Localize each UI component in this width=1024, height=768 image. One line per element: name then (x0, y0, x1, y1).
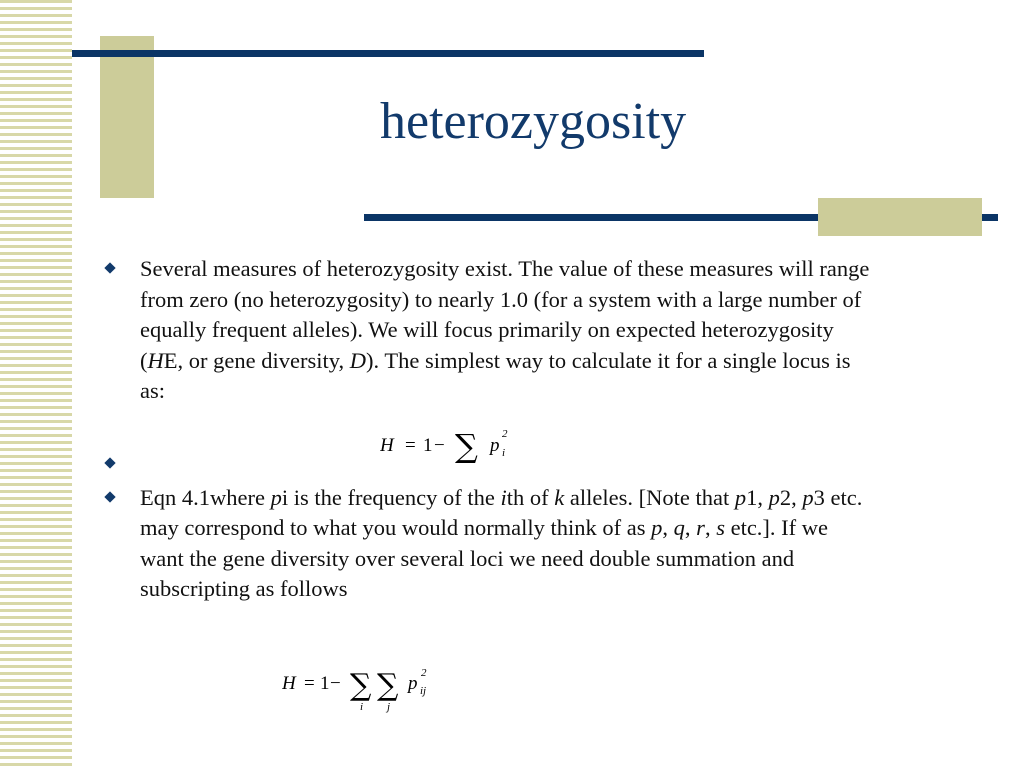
bullet3-text-2: i is the frequency of the (281, 484, 501, 510)
eq1-equals: = (405, 435, 416, 456)
bullet3-text-9: , (684, 515, 697, 540)
bullet1-text-2: E, or gene diversity, (163, 347, 350, 373)
eq1-one: 1 (423, 435, 433, 456)
eq1-lhs: H (380, 435, 394, 456)
bullet3-text-11: etc.]. If we want the gene diversity over several loci we need double summation and subscripting as follows (140, 515, 829, 601)
bullet1-text-1: Several measures of heterozygosity exist. The value of these measures will range from zero (no heterozygosity) to nearly 1.0 (for a system with a large number of equally frequent alleles). We will focus primarily on expected heterozygosity ( (140, 256, 870, 373)
bullet3-italic-10: s (716, 515, 725, 540)
eq2-equals: = (304, 673, 315, 694)
diamond-bullet-icon (104, 457, 115, 468)
eq1-exponent: 2 (502, 428, 508, 440)
eq2-sum1-index: i (360, 701, 364, 713)
eq2-exponent: 2 (421, 667, 427, 679)
khaki-block-left (100, 36, 154, 198)
bullet3-text-5: 1, (746, 484, 769, 510)
slide-title: heterozygosity (380, 93, 687, 150)
left-stripe-decoration (0, 0, 72, 768)
diamond-bullet-icon (104, 491, 115, 502)
bullet3-italic-1: p (270, 484, 282, 510)
khaki-block-right (818, 198, 982, 236)
bullet3-text-7: 3 etc. may correspond to what you would normally think of as (140, 484, 863, 540)
bullet3-text-3: th of (506, 484, 555, 510)
eq2-sum2-index: j (387, 701, 391, 713)
bullet1-italic-D: D (349, 347, 366, 373)
bullet3-text-4: alleles. [Note that (564, 484, 735, 510)
bullet-item-3 (104, 483, 874, 605)
equation-2 (282, 664, 442, 716)
eq1-subscript: i (502, 447, 506, 459)
bullet3-text-10: , (704, 515, 717, 540)
eq1-var: p (490, 435, 500, 456)
bullet3-text-1: Eqn 4.1where (140, 484, 271, 510)
equation-1 (380, 424, 520, 468)
bullet3-italic-7: p (651, 515, 663, 540)
eq2-sum2-symbol: ∑ (377, 668, 399, 703)
bullet3-italic-2: i (500, 484, 507, 510)
eq2-minus: − (330, 673, 341, 694)
eq2-lhs: H (282, 673, 296, 694)
bullet3-text-6: 2, (779, 484, 803, 510)
top-rule (72, 50, 704, 57)
eq2-var: p (408, 673, 418, 694)
bullet3-italic-8: q (673, 515, 685, 540)
eq1-minus: − (434, 435, 445, 456)
eq1-sum-symbol: ∑ (455, 427, 478, 465)
bullet3-italic-3: k (554, 484, 565, 510)
eq2-one: 1 (320, 673, 330, 694)
bullet1-text-3: ). The simplest way to calculate it for a single locus is as: (140, 347, 851, 403)
eq2-sum1-symbol: ∑ (350, 668, 372, 703)
bullet3-italic-4: p (734, 484, 747, 510)
bullet3-text-8: , (662, 515, 674, 540)
eq2-subscript: ij (420, 685, 427, 697)
bullet3-italic-5: p (768, 484, 780, 510)
bullet-item-1 (104, 254, 874, 407)
bullet3-italic-6: p (802, 484, 814, 510)
bullet3-italic-9: r (696, 515, 705, 540)
bullet1-italic-H: H (147, 347, 164, 373)
diamond-bullet-icon (104, 262, 115, 273)
